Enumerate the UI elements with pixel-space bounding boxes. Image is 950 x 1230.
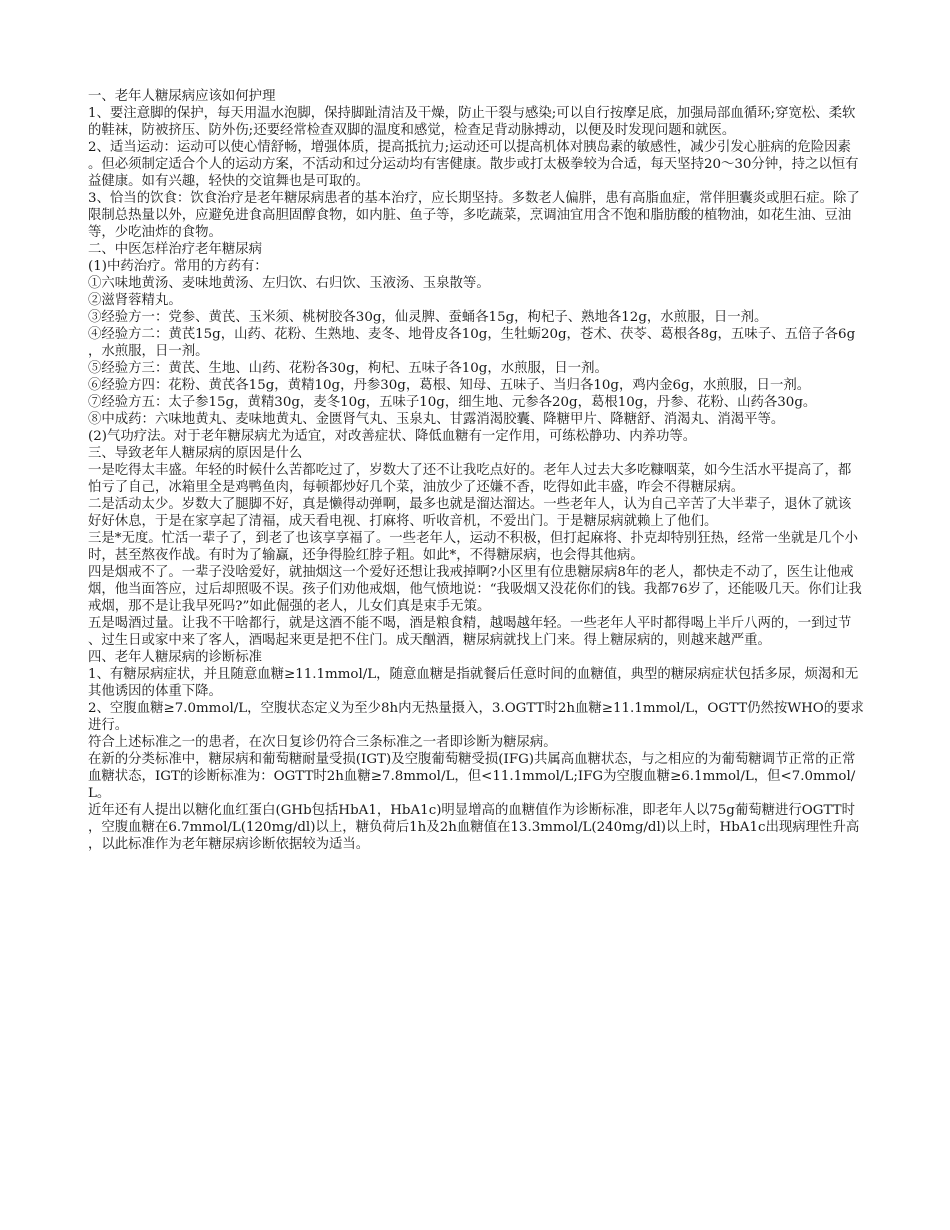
list-item: ⑤经验方三：黄芪、生地、山药、花粉各30g，枸杞、五味子各10g，水煎服，日一剂。 (88, 361, 608, 376)
list-item: ②滋肾蓉精丸。 (88, 293, 182, 308)
list-item: ⑥经验方四：花粉、黄芪各15g，黄精10g，丹参30g，葛根、知母、五味子、当归各10g，鸡内金6g，水煎服，日一剂。 (88, 378, 811, 393)
paragraph: 1、要注意脚的保护，每天用温水泡脚，保持脚趾清洁及干燥，防止干裂与感染;可以自行按摩足底，加强局部血循环;穿宽松、柔软的鞋袜，防被挤压、防外伤;还要经常检查双脚的温度和感觉，检查足背动脉搏动，以便及时发现问题和就医。 (88, 106, 856, 138)
paragraph: 四是烟戒不了。一辈子没啥爱好，就抽烟这一个爱好还想让我戒掉啊?小区里有位患糖尿病8年的老人，都快走不动了，医生让他戒烟，他当面答应，过后却照吸不误。孩子们劝他戒烟，他气愤地说：“我吸烟又没花你们的钱。我都76岁了，还能吸几天。你们让我戒烟，那不是让我早死吗?”如此倔强的老人，儿女们真是束手无策。 (88, 565, 862, 614)
paragraph: 2、适当运动：运动可以使心情舒畅，增强体质，提高抵抗力;运动还可以提高机体对胰岛素的敏感性，减少引发心脏病的危险因素。但必须制定适合个人的运动方案，不活动和过分运动均有害健康。散步或打太极拳较为合适，每天坚持20～30分钟，持之以恒有益健康。如有兴趣，轻快的交谊舞也是可取的。 (88, 140, 859, 189)
paragraph: 近年还有人提出以糖化血红蛋白(GHb包括HbA1，HbA1c)明显增高的血糖值作为诊断标准，即老年人以75g葡萄糖进行OGTT时，空腹血糖在6.7mmol/L(120mg/dl)以上，糖负荷后1h及2h血糖值在13.3mmol/L(240mg/dl)以上时，HbA1c出现病理性升高，以此标准作为老年糖尿病诊断依据较为适当。 (88, 803, 860, 852)
list-item: ①六味地黄汤、麦味地黄汤、左归饮、右归饮、玉液汤、玉泉散等。 (88, 276, 490, 291)
paragraph: 一是吃得太丰盛。年轻的时候什么苦都吃过了，岁数大了还不让我吃点好的。老年人过去大多吃糠咽菜，如今生活水平提高了，都怕亏了自己，冰箱里全是鸡鸭鱼肉，每顿都炒好几个菜，油放少了还嫌不香，吃得如此丰盛，咋会不得糖尿病。 (88, 463, 852, 495)
paragraph: 符合上述标准之一的患者，在次日复诊仍符合三条标准之一者即诊断为糖尿病。 (88, 735, 557, 750)
paragraph: 在新的分类标准中，糖尿病和葡萄糖耐量受损(IGT)及空腹葡萄糖受损(IFG)共属高血糖状态，与之相应的为葡萄糖调节正常的正常血糖状态，IGT的诊断标准为：OGTT时2h血糖≥7.8mmol/L，但<11.1mmol/L;IFG为空腹血糖≥6.1mmol/L，但<7.0mmol/L。 (88, 752, 856, 801)
paragraph: 1、有糖尿病症状，并且随意血糖≥11.1mmol/L，随意血糖是指就餐后任意时间的血糖值，典型的糖尿病症状包括多尿，烦渴和无其他诱因的体重下降。 (88, 667, 859, 699)
section-heading: 三、导致老年人糖尿病的原因是什么 (88, 446, 303, 461)
paragraph: 二是活动太少。岁数大了腿脚不好，真是懒得动弹啊，最多也就是溜达溜达。一些老年人，认为自己辛苦了大半辈子，退休了就该好好休息，于是在家享起了清福，成天看电视、打麻将、听收音机，不爱出门。于是糖尿病就赖上了他们。 (88, 497, 852, 529)
paragraph: 3、恰当的饮食：饮食治疗是老年糖尿病患者的基本治疗，应长期坚持。多数老人偏胖，患有高脂血症，常伴胆囊炎或胆石症。除了限制总热量以外，应避免进食高胆固醇食物，如内脏、鱼子等，多吃蔬菜，烹调油宜用含不饱和脂肪酸的植物油，如花生油、豆油等，少吃油炸的食物。 (88, 191, 860, 240)
list-item: ⑧中成药：六味地黄丸、麦味地黄丸、金匮肾气丸、玉泉丸、甘露消渴胶囊、降糖甲片、降糖舒、消渴丸、消渴平等。 (88, 412, 785, 427)
section-heading: 一、老年人糖尿病应该如何护理 (88, 89, 276, 104)
paragraph: (1)中药治疗。常用的方药有： (88, 259, 268, 274)
list-item: ④经验方二：黄芪15g，山药、花粉、生熟地、麦冬、地骨皮各10g，生牡蛎20g，苍术、茯苓、葛根各8g，五味子、五倍子各6g，水煎服，日一剂。 (88, 327, 856, 359)
document-body (88, 88, 864, 853)
section-heading: 四、老年人糖尿病的诊断标准 (88, 650, 263, 665)
paragraph: 2、空腹血糖≥7.0mmol/L，空腹状态定义为至少8h内无热量摄入，3.OGTT时2h血糖≥11.1mmol/L，OGTT仍然按WHO的要求进行。 (88, 701, 864, 733)
paragraph: 三是*无度。忙活一辈子了，到老了也该享享福了。一些老年人，运动不积极，但打起麻将、扑克却特别狂热，经常一坐就是几个小时，甚至熬夜作战。有时为了输赢，还争得脸红脖子粗。如此*，不得糖尿病，也会得其他病。 (88, 531, 858, 563)
paragraph: (2)气功疗法。对于老年糖尿病尤为适宜，对改善症状、降低血糖有一定作用，可练松静功、内养功等。 (88, 429, 697, 444)
list-item: ③经验方一：党参、黄芪、玉米须、桃树胶各30g，仙灵脾、蚕蛹各15g，枸杞子、熟地各12g，水煎服，日一剂。 (88, 310, 768, 325)
list-item: ⑦经验方五：太子参15g，黄精30g，麦冬10g，五味子10g，细生地、元参各20g，葛根10g，丹参、花粉、山药各30g。 (88, 395, 817, 410)
paragraph: 五是喝酒过量。让我不干啥都行，就是这酒不能不喝，酒是粮食精，越喝越年轻。一些老年人平时都得喝上半斤八两的，一到过节、过生日或家中来了客人，酒喝起来更是把不住门。成天酗酒，糖尿病就找上门来。得上糖尿病的，则越来越严重。 (88, 616, 852, 648)
section-heading: 二、中医怎样治疗老年糖尿病 (88, 242, 263, 257)
